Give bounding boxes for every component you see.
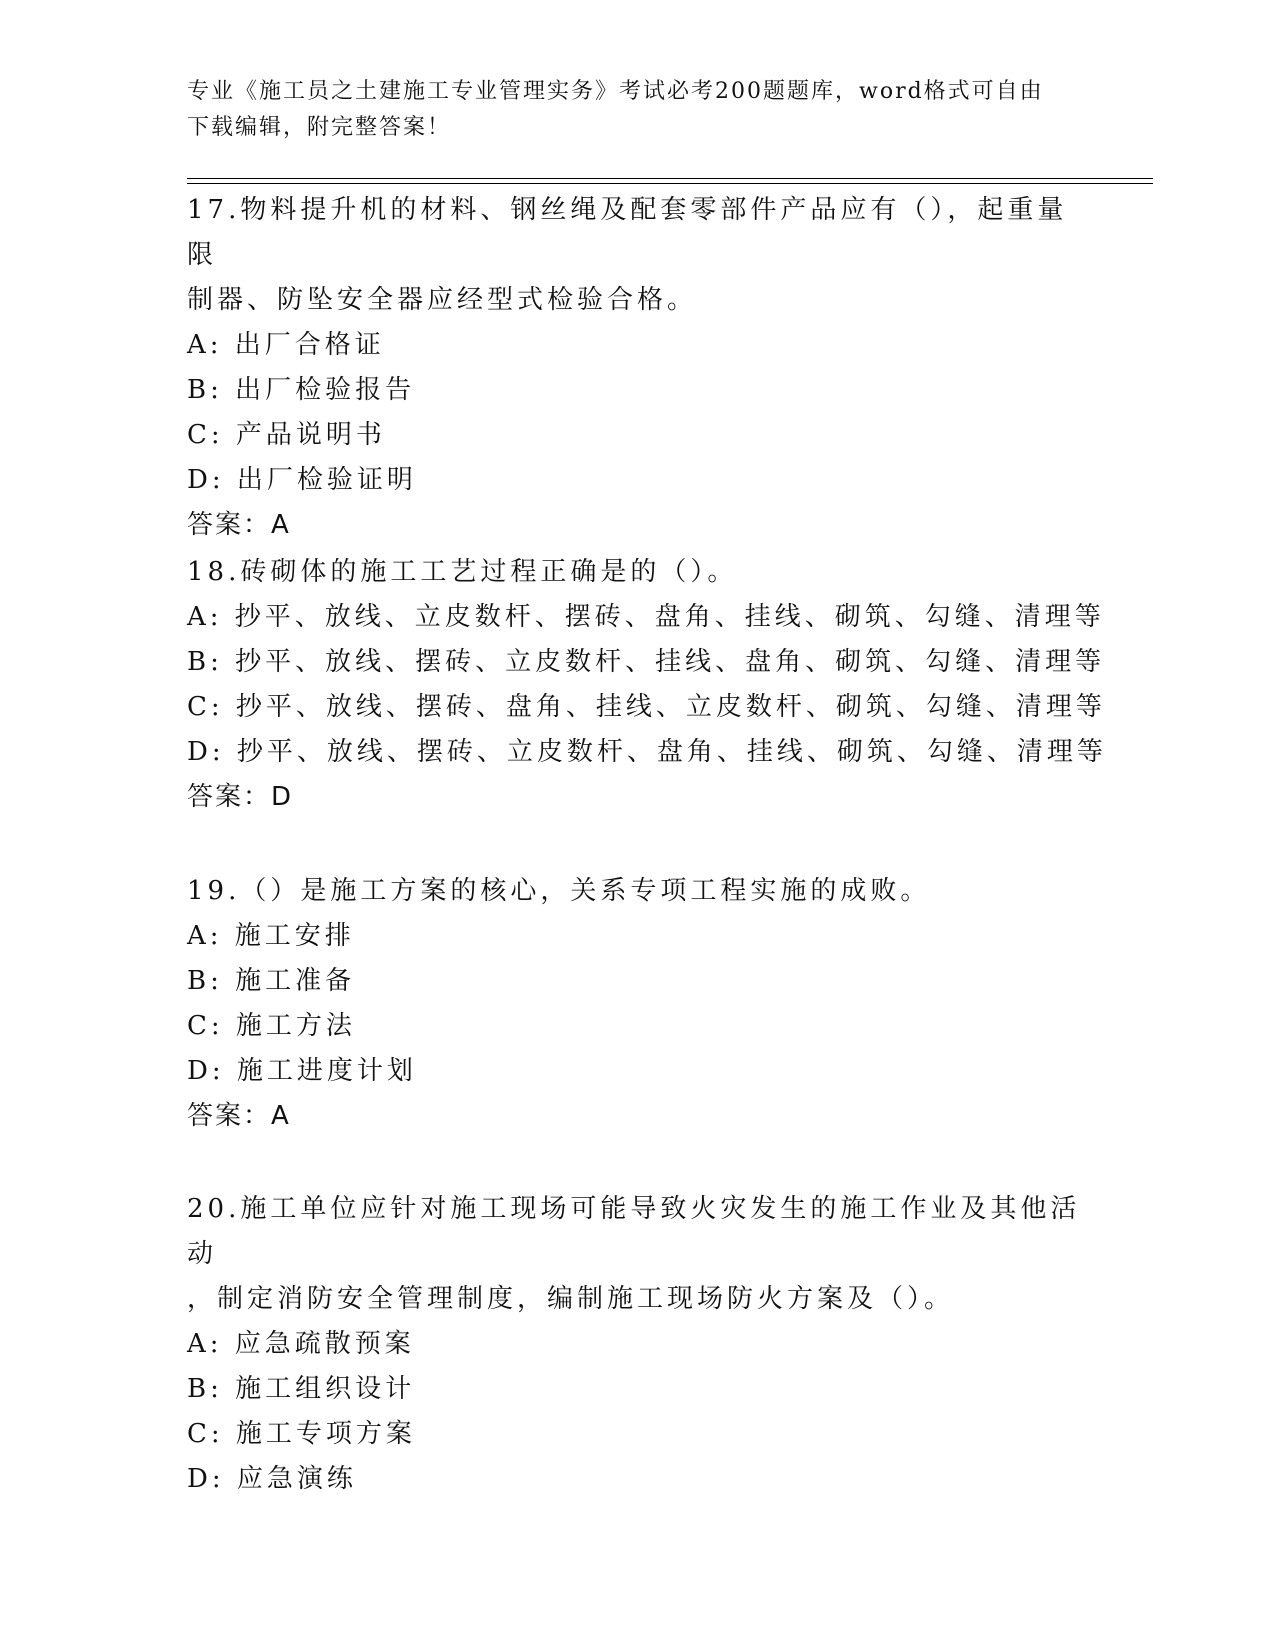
answer: 答案：A	[187, 1101, 291, 1131]
question-stem-line-2: ，制定消防安全管理制度，编制施工现场防火方案及（）。	[187, 1284, 955, 1314]
question-stem-line-2: 制器、防坠安全器应经型式检验合格。	[187, 285, 698, 315]
question-stem-line-1: 20.施工单位应针对施工现场可能导致火灾发生的施工作业及其他活动	[187, 1194, 1081, 1269]
option-d: D: 应急演练	[187, 1464, 357, 1494]
option-b: B: 出厂检验报告	[187, 375, 416, 405]
option-d: D: 施工进度计划	[187, 1056, 417, 1086]
question-stem-line-1: 19.（）是施工方案的核心，关系专项工程实施的成败。	[187, 876, 931, 906]
document-header	[187, 74, 1067, 146]
option-b: B: 施工组织设计	[187, 1374, 416, 1404]
header-line-1: 专业《施工员之土建施工专业管理实务》考试必考200题题库，word格式可自由	[187, 79, 1044, 104]
option-a: A: 出厂合格证	[187, 330, 385, 360]
question-20	[187, 1187, 1087, 1502]
answer: 答案：A	[187, 510, 291, 540]
header-divider-top	[187, 178, 1153, 179]
answer: 答案：D	[187, 782, 294, 812]
option-a: A: 应急疏散预案	[187, 1329, 415, 1359]
question-stem-line-1: 18.砖砌体的施工工艺过程正确是的（）。	[187, 557, 738, 587]
header-line-2: 下载编辑，附完整答案！	[187, 115, 452, 140]
option-d: D: 抄平、放线、摆砖、立皮数杆、盘角、挂线、砌筑、勾缝、清理等	[187, 737, 1107, 767]
option-c: C: 施工专项方案	[187, 1419, 416, 1449]
option-b: B: 施工准备	[187, 966, 356, 996]
question-17	[187, 188, 1087, 548]
option-a: A: 抄平、放线、立皮数杆、摆砖、盘角、挂线、砌筑、勾缝、清理等	[187, 602, 1105, 632]
option-c: C: 抄平、放线、摆砖、盘角、挂线、立皮数杆、砌筑、勾缝、清理等	[187, 692, 1106, 722]
question-stem-line-1: 17.物料提升机的材料、钢丝绳及配套零部件产品应有（），起重量限	[187, 195, 1068, 270]
option-d: D: 出厂检验证明	[187, 465, 417, 495]
question-19	[187, 869, 1087, 1139]
option-c: C: 施工方法	[187, 1011, 356, 1041]
question-18	[187, 550, 1107, 820]
header-divider-bottom	[187, 183, 1153, 184]
option-b: B: 抄平、放线、摆砖、立皮数杆、挂线、盘角、砌筑、勾缝、清理等	[187, 647, 1106, 677]
option-a: A: 施工安排	[187, 921, 355, 951]
option-c: C: 产品说明书	[187, 420, 386, 450]
